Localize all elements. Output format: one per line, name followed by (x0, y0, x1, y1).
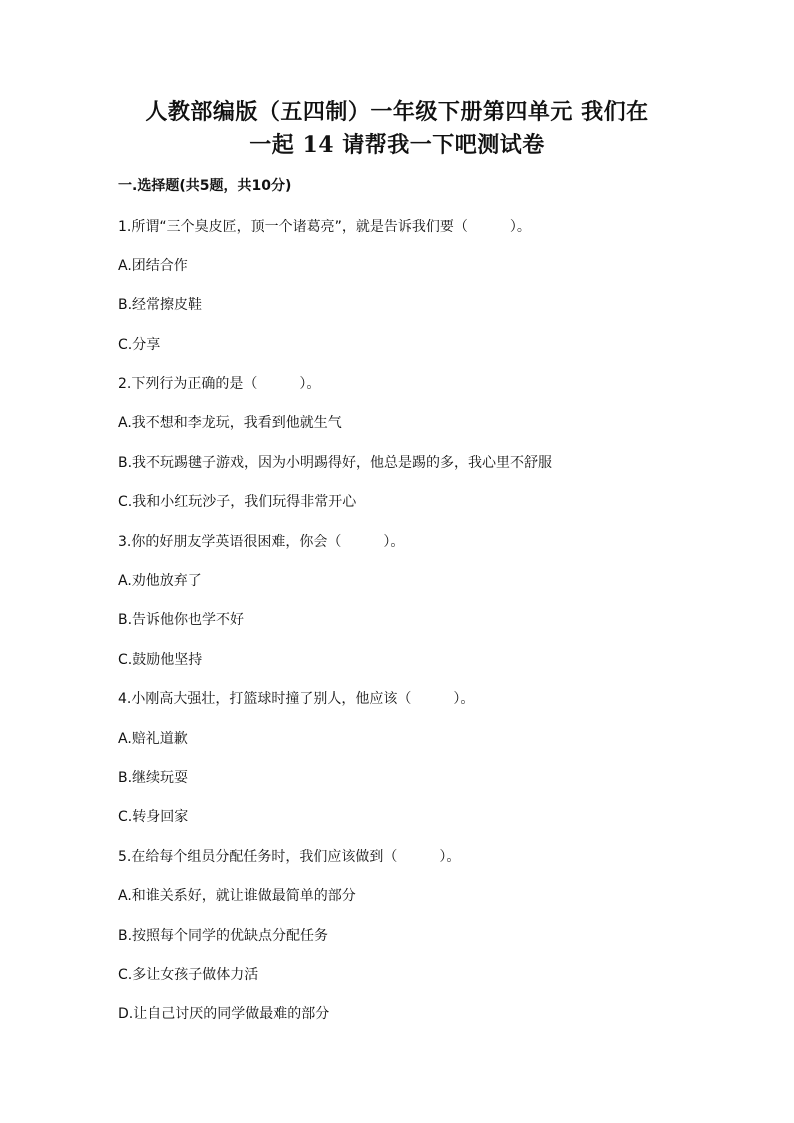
page-title-line-1: 人教部编版（五四制）一年级下册第四单元 我们在 (145, 99, 649, 125)
section-header: 一.选择题(共5题，共10分) (118, 178, 292, 194)
question-4-option-c: C.转身回家 (118, 809, 189, 825)
question-1-stem: 1.所谓“三个臭皮匠，顶一个诸葛亮”，就是告诉我们要（ ）。 (118, 219, 531, 235)
question-3-stem: 3.你的好朋友学英语很困难，你会（ ）。 (118, 534, 405, 550)
question-3-option-a: A.劝他放弃了 (118, 573, 202, 589)
question-2-option-c: C.我和小红玩沙子，我们玩得非常开心 (118, 494, 357, 510)
question-4-option-b: B.继续玩耍 (118, 770, 189, 786)
question-5-option-b: B.按照每个同学的优缺点分配任务 (118, 928, 329, 944)
question-5-stem: 5.在给每个组员分配任务时，我们应该做到（ ）。 (118, 849, 461, 865)
question-3-option-c: C.鼓励他坚持 (118, 652, 203, 668)
question-5-option-c: C.多让女孩子做体力活 (118, 967, 259, 983)
question-4-option-a: A.赔礼道歉 (118, 731, 188, 747)
question-2-stem: 2.下列行为正确的是（ ）。 (118, 376, 321, 392)
page-title-line-2: 一起 14 请帮我一下吧测试卷 (249, 132, 545, 158)
question-1-option-a: A.团结合作 (118, 258, 188, 274)
question-1-option-b: B.经常擦皮鞋 (118, 297, 203, 313)
question-1-option-c: C.分享 (118, 337, 161, 353)
question-4-stem: 4.小刚高大强壮，打篮球时撞了别人，他应该（ ）。 (118, 691, 475, 707)
question-2-option-b: B.我不玩踢毽子游戏，因为小明踢得好，他总是踢的多，我心里不舒服 (118, 455, 553, 471)
question-5-option-a: A.和谁关系好，就让谁做最简单的部分 (118, 888, 356, 904)
question-2-option-a: A.我不想和李龙玩，我看到他就生气 (118, 415, 342, 431)
question-3-option-b: B.告诉他你也学不好 (118, 612, 245, 628)
question-5-option-d: D.让自己讨厌的同学做最难的部分 (118, 1006, 330, 1022)
